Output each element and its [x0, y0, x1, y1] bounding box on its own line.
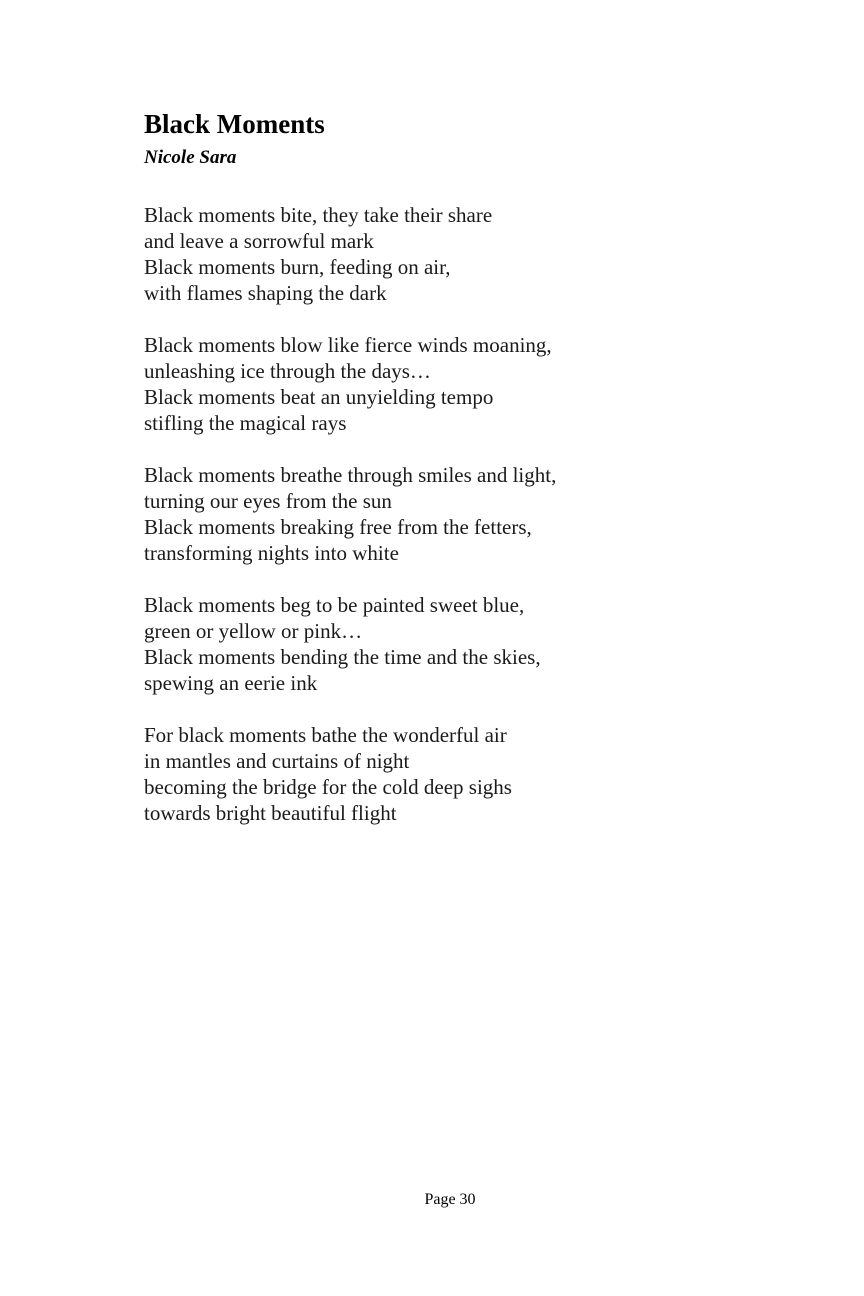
- poem-body: [144, 202, 764, 852]
- stanza-5: [144, 722, 764, 826]
- poem-line: Black moments beat an unyielding tempo: [144, 385, 494, 409]
- poem-title: Black Moments: [144, 109, 325, 139]
- poem-line: in mantles and curtains of night: [144, 749, 410, 773]
- poem-line: green or yellow or pink…: [144, 619, 363, 643]
- poem-line: Black moments burn, feeding on air,: [144, 255, 451, 279]
- poem-line: transforming nights into white: [144, 541, 399, 565]
- poem-line: turning our eyes from the sun: [144, 489, 392, 513]
- poem-line: unleashing ice through the days…: [144, 359, 431, 383]
- poem-line: stifling the magical rays: [144, 411, 347, 435]
- poem-line: Black moments breathe through smiles and light,: [144, 463, 557, 487]
- poem-line: Black moments breaking free from the fetters,: [144, 515, 532, 539]
- poem-line: Black moments bite, they take their share: [144, 203, 493, 227]
- poem-line: becoming the bridge for the cold deep sighs: [144, 775, 512, 799]
- poem-line: Black moments bending the time and the skies,: [144, 645, 541, 669]
- poem-line: spewing an eerie ink: [144, 671, 318, 695]
- poem-line: and leave a sorrowful mark: [144, 229, 374, 253]
- poem-line: Black moments blow like fierce winds moaning,: [144, 333, 552, 357]
- stanza-4: [144, 592, 764, 696]
- poem-line: with flames shaping the dark: [144, 281, 387, 305]
- stanza-1: [144, 202, 764, 306]
- page-number: Page 30: [424, 1191, 476, 1208]
- poem-line: Black moments beg to be painted sweet blue,: [144, 593, 525, 617]
- poem-author: Nicole Sara: [144, 147, 237, 168]
- stanza-2: [144, 332, 764, 436]
- stanza-3: [144, 462, 764, 566]
- poem-line: For black moments bathe the wonderful air: [144, 723, 507, 747]
- poem-line: towards bright beautiful flight: [144, 801, 397, 825]
